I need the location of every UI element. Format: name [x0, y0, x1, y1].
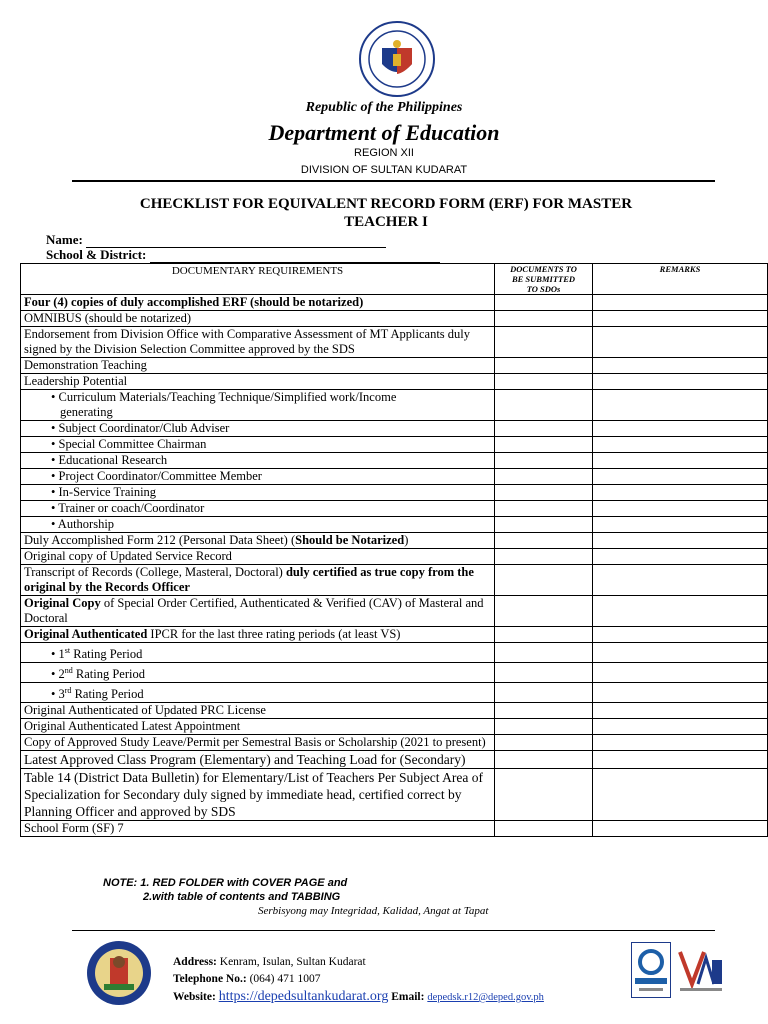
documents-cell[interactable]: [495, 390, 593, 421]
documents-cell[interactable]: [495, 703, 593, 719]
documents-cell[interactable]: [495, 627, 593, 643]
remarks-cell[interactable]: [593, 501, 768, 517]
table-row: [21, 683, 768, 703]
documents-cell[interactable]: [495, 295, 593, 311]
school-district-field: [46, 247, 440, 263]
address-line: [173, 954, 544, 971]
table-row: [21, 453, 768, 469]
note-line-1: NOTE: 1. RED FOLDER with COVER PAGE and: [103, 877, 348, 889]
requirement-bullet-cont: generating: [60, 405, 113, 419]
requirement-cell: [21, 596, 495, 627]
region-heading: REGION XII: [354, 147, 414, 159]
footer-divider: [72, 930, 715, 931]
requirement-emphasis: Should be Notarized: [295, 533, 405, 547]
requirement-cell: [21, 663, 495, 683]
table-row: [21, 295, 768, 311]
documents-cell[interactable]: [495, 453, 593, 469]
rating-text: Rating Period: [70, 647, 143, 662]
remarks-cell[interactable]: [593, 437, 768, 453]
table-row: [21, 735, 768, 751]
documents-cell[interactable]: [495, 549, 593, 565]
requirement-cell: • Subject Coordinator/Club Adviser: [21, 421, 495, 437]
table-row: [21, 421, 768, 437]
title-line-1: CHECKLIST FOR EQUIVALENT RECORD FORM (ERF) FOR MASTER: [139, 196, 633, 212]
remarks-cell[interactable]: [593, 421, 768, 437]
table-row: [21, 533, 768, 549]
remarks-cell[interactable]: [593, 517, 768, 533]
documents-cell[interactable]: [495, 485, 593, 501]
documents-cell[interactable]: [495, 683, 593, 703]
requirement-cell: School Form (SF) 7: [21, 821, 495, 837]
website-link[interactable]: https://depedsultankudarat.org: [218, 989, 389, 1004]
note-line-2: 2.with table of contents and TABBING: [143, 891, 341, 903]
remarks-cell[interactable]: [593, 390, 768, 421]
table-row: [21, 485, 768, 501]
table-row: [21, 437, 768, 453]
table-row: [21, 549, 768, 565]
remarks-cell[interactable]: [593, 719, 768, 735]
requirement-cell: [21, 390, 495, 421]
requirement-cell: [21, 627, 495, 643]
col-remarks-header: REMARKS: [593, 264, 768, 295]
col-requirements-header: DOCUMENTARY REQUIREMENTS: [21, 264, 495, 295]
requirement-cell: • Educational Research: [21, 453, 495, 469]
phone-value: (064) 471 1007: [249, 973, 321, 985]
table-row: [21, 374, 768, 390]
documents-cell[interactable]: [495, 735, 593, 751]
email-link[interactable]: depedsk.r12@deped.gov.ph: [427, 992, 544, 1003]
requirement-cell: Copy of Approved Study Leave/Permit per Semestral Basis or Scholarship (2021 to present): [21, 735, 495, 751]
table-row: [21, 390, 768, 421]
remarks-cell[interactable]: [593, 769, 768, 821]
requirement-bullet-text: • Curriculum Materials/Teaching Technique/Simplified work/Income: [51, 390, 397, 404]
table-row: [21, 751, 768, 769]
requirement-cell: • Authorship: [21, 517, 495, 533]
remarks-cell[interactable]: [593, 358, 768, 374]
remarks-cell[interactable]: [593, 295, 768, 311]
documents-cell[interactable]: [495, 469, 593, 485]
rating-text: Rating Period: [72, 667, 145, 682]
ordinal-suffix: nd: [64, 666, 73, 676]
remarks-cell[interactable]: [593, 565, 768, 596]
remarks-cell[interactable]: [593, 596, 768, 627]
requirement-text: IPCR for the last three rating periods (at least VS): [147, 627, 401, 641]
note-block: [103, 876, 347, 904]
requirement-emphasis: duly certified as true copy from the original by the Records Officer: [24, 565, 474, 594]
table-row: [21, 327, 768, 358]
table-header-row: [21, 264, 768, 295]
requirement-cell: Original Authenticated Latest Appointment: [21, 719, 495, 735]
requirements-table: [20, 263, 768, 837]
rating-bullet: • 3: [51, 687, 65, 702]
table-row: [21, 703, 768, 719]
documents-cell[interactable]: [495, 517, 593, 533]
requirement-cell: • Project Coordinator/Committee Member: [21, 469, 495, 485]
remarks-cell[interactable]: [593, 469, 768, 485]
requirement-text-end: ): [404, 533, 409, 547]
requirement-cell: Original Authenticated of Updated PRC License: [21, 703, 495, 719]
documents-cell[interactable]: [495, 374, 593, 390]
documents-cell[interactable]: [495, 643, 593, 663]
table-row: [21, 501, 768, 517]
documents-cell[interactable]: [495, 769, 593, 821]
republic-heading: Republic of the Philippines: [305, 100, 463, 115]
remarks-cell[interactable]: [593, 453, 768, 469]
requirement-cell: [21, 683, 495, 703]
requirement-cell: • Special Committee Chairman: [21, 437, 495, 453]
website-line: [173, 988, 544, 1006]
name-label: Name:: [46, 232, 83, 247]
socotec-logo-icon: [631, 942, 671, 998]
remarks-cell[interactable]: [593, 327, 768, 358]
remarks-cell[interactable]: [593, 533, 768, 549]
remarks-cell[interactable]: [593, 735, 768, 751]
requirement-cell: Original copy of Updated Service Record: [21, 549, 495, 565]
phone-line: [173, 971, 544, 988]
table-row: [21, 663, 768, 683]
requirement-cell: Leadership Potential: [21, 374, 495, 390]
rating-bullet: • 1: [51, 647, 65, 662]
header-divider: [72, 180, 715, 182]
documents-cell[interactable]: [495, 358, 593, 374]
name-field: [46, 232, 386, 248]
table-row: [21, 643, 768, 663]
division-logo-icon: [86, 940, 152, 1006]
table-row: [21, 517, 768, 533]
documents-cell[interactable]: [495, 565, 593, 596]
documents-cell[interactable]: [495, 437, 593, 453]
table-row: [21, 358, 768, 374]
documents-cell[interactable]: [495, 751, 593, 769]
remarks-cell[interactable]: [593, 374, 768, 390]
table-row: [21, 627, 768, 643]
table-row: [21, 719, 768, 735]
col-documents-header-l3: TO SDOs: [526, 284, 561, 294]
documents-cell[interactable]: [495, 327, 593, 358]
remarks-cell[interactable]: [593, 311, 768, 327]
col-documents-header: [495, 264, 593, 295]
phone-label: Telephone No.:: [173, 973, 247, 985]
ordinal-suffix: st: [64, 646, 71, 655]
documents-cell[interactable]: [495, 311, 593, 327]
remarks-cell[interactable]: [593, 751, 768, 769]
requirement-cell: Latest Approved Class Program (Elementary) and Teaching Load for (Secondary): [21, 751, 495, 769]
documents-cell[interactable]: [495, 821, 593, 837]
documents-cell[interactable]: [495, 421, 593, 437]
table-row: [21, 596, 768, 627]
requirement-cell: • Trainer or coach/Coordinator: [21, 501, 495, 517]
requirement-cell: OMNIBUS (should be notarized): [21, 311, 495, 327]
remarks-cell[interactable]: [593, 703, 768, 719]
address-label: Address:: [173, 956, 217, 968]
table-row: [21, 769, 768, 821]
documents-cell[interactable]: [495, 533, 593, 549]
documents-cell[interactable]: [495, 501, 593, 517]
division-heading: DIVISION OF SULTAN KUDARAT: [300, 164, 468, 176]
requirement-cell: [21, 565, 495, 596]
requirement-cell: [21, 643, 495, 663]
remarks-cell[interactable]: [593, 643, 768, 663]
website-label: Website:: [173, 991, 216, 1003]
documents-cell[interactable]: [495, 596, 593, 627]
remarks-cell[interactable]: [593, 683, 768, 703]
school-district-blank[interactable]: [150, 250, 440, 263]
col-documents-header-l2: BE SUBMITTED: [511, 274, 576, 284]
remarks-cell[interactable]: [593, 485, 768, 501]
motto: Serbisyong may Integridad, Kalidad, Angat at Tapat: [258, 905, 489, 917]
requirement-cell: Four (4) copies of duly accomplished ERF (should be notarized): [21, 295, 495, 311]
requirement-cell: Demonstration Teaching: [21, 358, 495, 374]
documents-cell[interactable]: [495, 719, 593, 735]
footer-contact: [173, 954, 544, 1006]
rating-text: Rating Period: [71, 687, 144, 702]
email-label: Email:: [391, 991, 425, 1003]
documents-cell[interactable]: [495, 663, 593, 683]
iab-logo-icon: [676, 944, 726, 996]
address-value: Kenram, Isulan, Sultan Kudarat: [219, 956, 366, 968]
document-title: [96, 195, 676, 231]
table-row: [21, 469, 768, 485]
title-line-2: TEACHER I: [344, 214, 428, 230]
requirement-text: Transcript of Records (College, Masteral, Doctoral): [24, 565, 286, 579]
remarks-cell[interactable]: [593, 549, 768, 565]
ordinal-suffix: rd: [64, 686, 72, 696]
table-row: [21, 821, 768, 837]
requirement-emphasis: Original Copy: [24, 596, 101, 610]
requirement-cell: Endorsement from Division Office with Comparative Assessment of MT Applicants duly signed by the Division Selection Committee approved by the SDS: [21, 327, 495, 358]
table-row: [21, 311, 768, 327]
department-heading: Department of Education: [268, 120, 500, 145]
school-district-label: School & District:: [46, 247, 147, 262]
requirement-cell: Table 14 (District Data Bulletin) for Elementary/List of Teachers Per Subject Area of Specialization for Secondary duly signed by immediate head, certified correct by Planning Officer and approved by SDS: [21, 769, 495, 821]
remarks-cell[interactable]: [593, 627, 768, 643]
rating-bullet: • 2: [51, 667, 65, 682]
remarks-cell[interactable]: [593, 821, 768, 837]
table-row: [21, 565, 768, 596]
deped-seal-icon: [358, 20, 436, 98]
requirement-emphasis: Original Authenticated: [24, 627, 148, 641]
remarks-cell[interactable]: [593, 663, 768, 683]
requirement-cell: • In-Service Training: [21, 485, 495, 501]
col-documents-header-l1: DOCUMENTS TO: [510, 264, 577, 274]
requirement-text: Duly Accomplished Form 212 (Personal Data Sheet) (: [24, 533, 296, 547]
requirement-text: of Special Order Certified, Authenticated & Verified (CAV) of Masteral and Doctoral: [24, 596, 484, 625]
requirement-cell: [21, 533, 495, 549]
